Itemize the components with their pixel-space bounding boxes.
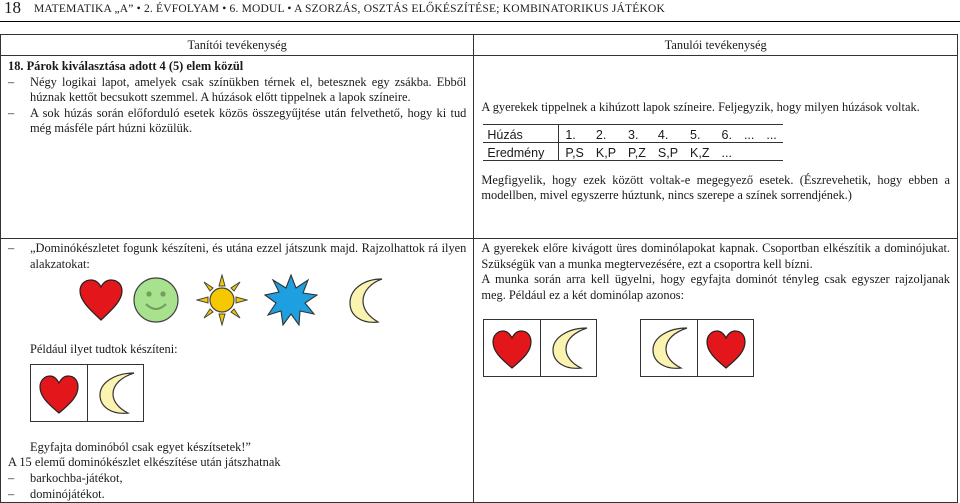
heart-icon [31,365,87,421]
student-activity-1: A gyerekek tippelnek a kihúzott lapok színeire. Feljegyzik, hogy milyen húzások voltak. [481,100,920,114]
section-title: 18. Párok kiválasztása adott 4 (5) elem közül [8,59,244,73]
teacher-domino-rule: Egyfajta dominóból csak egyet készítsetek!” [30,439,251,454]
student-cell-domino [474,239,958,503]
result-cell: P,S [559,142,590,160]
crescent-moon-icon [88,365,144,421]
draws-cell: 2. [590,124,622,142]
result-cell: S,P [652,142,684,160]
heart-icon [484,320,540,376]
student-domino-activity-2: A munka során arra kell ügyelni, hogy egyfajta dominót tényleg csak egyszer rajzoljanak meg. Például ez a két dominólap azonos: [481,272,950,302]
domino-example [30,364,144,422]
page-header [0,0,960,22]
running-head: MATEMATIKA „A” • 2. ÉVFOLYAM • 6. MODUL • A SZORZÁS, OSZTÁS ELŐKÉSZÍTÉSE; KOMBINATORIKUS JÁTÉKOK [34,3,666,15]
draws-cell: 3. [622,124,652,142]
game-item: – barkochba-játékot, [8,471,466,487]
star-burst-icon [264,274,318,326]
column-header-student: Tanulói tevékenység [474,35,958,56]
draws-cell: ... [760,124,782,142]
teacher-example-label: Például ilyet tudtok készíteni: [30,342,178,357]
result-cell: ... [716,142,738,160]
page-number: 18 [4,0,21,17]
draws-row [483,124,782,142]
game-item: – dominójátékot. [8,487,466,503]
draws-cell: 4. [652,124,684,142]
shape-samples [8,274,466,334]
crescent-moon-icon [541,320,597,376]
smiley-face-icon [132,276,180,324]
student-activity-2: Megfigyelik, hogy ezek között voltak-e megegyező esetek. (Észrevehetik, hogy ebben a modellben, mivel egyszerre húztunk, nincs szerepe a színek sorrendjének.) [481,172,950,203]
crescent-moon-icon [641,320,697,376]
domino-card-b [640,319,754,377]
draws-cell: 6. [716,124,738,142]
result-cell: P,Z [622,142,652,160]
teacher-domino-games-intro: A 15 elemű dominókészlet elkészítése után játszhatnak [8,455,281,470]
result-cell: K,Z [684,142,715,160]
draws-cell: 5. [684,124,715,142]
draws-cell: ... [738,124,760,142]
domino-card-a [483,319,597,377]
column-header-teacher: Tanítói tevékenység [1,35,474,56]
student-domino-activity-1: A gyerekek előre kivágott üres dominólapokat kapnak. Csoportban elkészítik a dominójukat. Szükségük van a munka megtervezésére, ezt a csoportra kell bízni. [481,241,950,271]
teacher-cell-domino [1,239,474,503]
draws-table [483,124,782,161]
teacher-instruction-1: – Négy logikai lapot, amelyek csak színükben térnek el, betesznek egy zsákba. Ebből húznak kettőt becsukott szemmel. A húzások előtt tippelnek a lapok színeire. [8,75,466,106]
crescent-moon-icon [344,276,388,326]
teacher-instruction-2: – A sok húzás során előforduló esetek közös összegyűjtése után felvethető, hogy ki tud még másféle párt húzni közülük. [8,106,466,137]
teacher-cell-pairs [1,56,474,239]
sun-icon [196,274,248,326]
result-label: Eredmény [483,142,558,160]
activity-table [0,34,958,503]
teacher-domino-instruction: – „Dominókészletet fogunk készíteni, és utána ezzel játszunk majd. Rajzolhattok rá ilyen alakzatokat: [8,241,466,272]
result-cell: K,P [590,142,622,160]
student-cell-pairs [474,56,958,239]
draws-cell: 1. [559,124,590,142]
draws-label: Húzás [483,124,558,142]
heart-icon [698,320,754,376]
header-rule [0,21,960,22]
heart-icon [78,278,124,322]
identical-dominoes [481,305,950,377]
result-row [483,142,782,160]
